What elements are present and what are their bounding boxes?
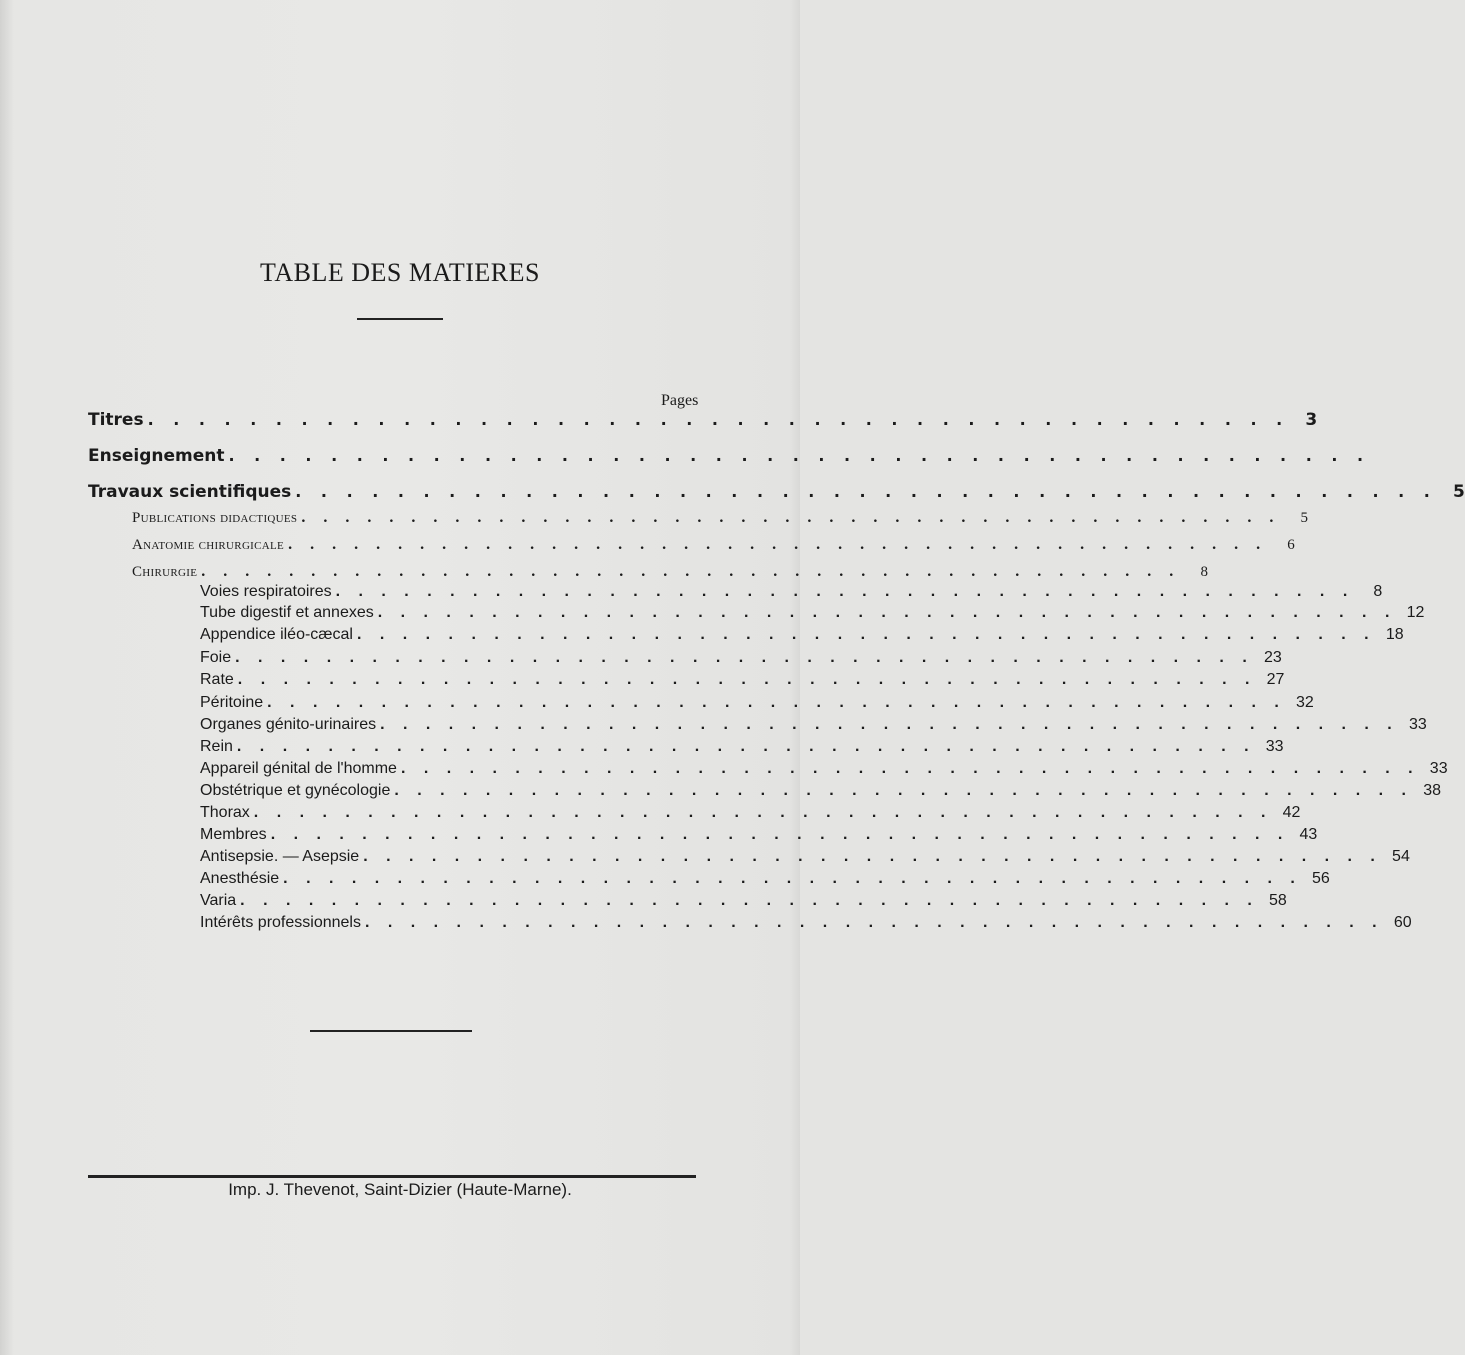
toc-entry-label: Obstétrique et gynécologie (200, 782, 391, 799)
dot-leader: . . . . . . . . . . . . . . . . . . . . . . . . . . . . . . . . . . . . . . . . . . . . . (237, 671, 1257, 688)
toc-entry (200, 870, 1330, 888)
toc-entry (200, 716, 1427, 734)
toc-entry-page: 43 (1299, 826, 1318, 843)
dot-leader: . . . . . . . . . . . . . . . . . . . . . . . . . . . . . . . . . . . . . . . . . . . . . (270, 826, 1290, 843)
toc-entry-label: Thorax (200, 804, 250, 821)
page-title: TABLE DES MATIERES (260, 258, 540, 287)
dot-leader: . . . . . . . . . . . . . . . . . . . . . . . . . . . . . . . . . . . . . . . . . . . . . (147, 410, 1290, 429)
toc-entry (200, 892, 1287, 910)
dot-leader: . . . . . . . . . . . . . . . . . . . . . . . . . . . . . . . . . . . . . . . . . . . . . (377, 604, 1397, 621)
toc-entry (200, 782, 1441, 800)
toc-entry (132, 536, 1296, 554)
toc-entry (88, 446, 1371, 466)
dot-leader: . . . . . . . . . . . . . . . . . . . . . . . . . . . . . . . . . . . . . . . . . . . . . (288, 536, 1268, 553)
toc-entry (200, 604, 1425, 622)
dot-leader: . . . . . . . . . . . . . . . . . . . . . . . . . . . . . . . . . . . . . . . . . . . . . (236, 738, 1256, 755)
toc-entry-label: Péritoine (200, 694, 264, 711)
dot-leader: . . . . . . . . . . . . . . . . . . . . . . . . . . . . . . . . . . . . . . . . . . . . . (201, 563, 1181, 580)
toc-entry-page: 33 (1265, 738, 1284, 755)
toc-entry (132, 509, 1309, 527)
toc-entry-label: Intérêts professionnels (200, 914, 361, 931)
toc-entry-page: 27 (1266, 671, 1285, 688)
toc-entry-page: 60 (1393, 914, 1412, 931)
toc-entry-page: 5 (1300, 510, 1309, 526)
toc-entry-label: Anesthésie (200, 870, 280, 887)
toc-entry-label: Voies respiratoires (200, 583, 332, 600)
toc-entry-page: 58 (1269, 892, 1287, 909)
toc-entry (132, 563, 1209, 581)
toc-entry-label: Foie (200, 649, 232, 666)
dot-leader: . . . . . . . . . . . . . . . . . . . . . . . . . . . . . . . . . . . . . . . . . . . . . (253, 804, 1273, 821)
toc-entry-label: Publications didactiques (132, 510, 298, 526)
dot-leader: . . . . . . . . . . . . . . . . . . . . . . . . . . . . . . . . . . . . . . . . . . . . . (283, 870, 1302, 887)
toc-entry-label: Organes génito-urinaires (200, 716, 377, 733)
dot-leader: . . . . . . . . . . . . . . . . . . . . . . . . . . . . . . . . . . . . . . . . . . . . . (335, 583, 1355, 600)
toc-entry (88, 482, 1465, 502)
dot-leader: . . . . . . . . . . . . . . . . . . . . . . . . . . . . . . . . . . . . . . . . . . . . . (380, 716, 1399, 733)
section-divider (310, 1030, 472, 1032)
toc-entry-page: 12 (1406, 604, 1425, 621)
toc-entry-page: 23 (1263, 649, 1282, 666)
toc-entry-label: Rate (200, 671, 234, 688)
toc-entry-label: Membres (200, 826, 267, 843)
toc-entry-page: 54 (1392, 848, 1410, 865)
toc-entry (200, 626, 1404, 644)
toc-entry-page: 33 (1408, 716, 1427, 733)
toc-entry-page: 6 (1287, 537, 1296, 553)
toc-entry-page: 56 (1312, 870, 1330, 887)
toc-entry-page: 33 (1429, 760, 1448, 777)
toc-entry-label: Chirurgie (132, 564, 198, 580)
dot-leader: . . . . . . . . . . . . . . . . . . . . . . . . . . . . . . . . . . . . . . . . . . . . . (400, 760, 1420, 777)
dot-leader: . . . . . . . . . . . . . . . . . . . . . . . . . . . . . . . . . . . . . . . . . . . . . (394, 782, 1413, 799)
toc-entry-page: 38 (1423, 782, 1441, 799)
dot-leader: . . . . . . . . . . . . . . . . . . . . . . . . . . . . . . . . . . . . . . . . . . . . . (240, 892, 1259, 909)
toc-entry-page: 32 (1296, 694, 1314, 711)
toc-entry-page: 8 (1200, 564, 1209, 580)
dot-leader: . . . . . . . . . . . . . . . . . . . . . . . . . . . . . . . . . . . . . . . . . . . . . (235, 649, 1254, 666)
toc-entry-label: Travaux scientifiques (88, 482, 292, 502)
title-divider (357, 318, 443, 320)
toc-entry-label: Appareil génital de l'homme (200, 760, 397, 777)
toc-entry-label: Rein (200, 738, 233, 755)
toc-entry (200, 848, 1410, 866)
toc-entry-label: Appendice iléo-cæcal (200, 626, 353, 643)
toc-entry-label: Varia (200, 892, 237, 909)
toc-entry-page: 5 (1453, 482, 1465, 502)
toc-entry (200, 804, 1301, 822)
toc-entry-page: 42 (1282, 804, 1301, 821)
toc-entry (88, 410, 1318, 430)
dot-leader: . . . . . . . . . . . . . . . . . . . . . . . . . . . . . . . . . . . . . . . . . . . . . (228, 446, 1371, 465)
toc-entry-label: Tube digestif et annexes (200, 604, 374, 621)
toc-entry (200, 583, 1383, 601)
toc-entry-label: Antisepsie. — Asepsie (200, 848, 360, 865)
toc-entry (200, 914, 1412, 932)
toc-entry (200, 738, 1284, 756)
pages-column-header: Pages (661, 392, 699, 409)
dot-leader: . . . . . . . . . . . . . . . . . . . . . . . . . . . . . . . . . . . . . . . . . . . . . (295, 482, 1437, 501)
footer-rule (88, 1175, 696, 1178)
dot-leader: . . . . . . . . . . . . . . . . . . . . . . . . . . . . . . . . . . . . . . . . . . . . . (363, 848, 1382, 865)
toc-entry (200, 826, 1318, 844)
dot-leader: . . . . . . . . . . . . . . . . . . . . . . . . . . . . . . . . . . . . . . . . . . . . . (301, 509, 1281, 526)
dot-leader: . . . . . . . . . . . . . . . . . . . . . . . . . . . . . . . . . . . . . . . . . . . . . (364, 914, 1384, 931)
dot-leader: . . . . . . . . . . . . . . . . . . . . . . . . . . . . . . . . . . . . . . . . . . . . . (267, 694, 1286, 711)
toc-entry-label: Titres (88, 410, 144, 430)
toc-entry-page: 8 (1373, 583, 1383, 600)
toc-entry-page: 18 (1385, 626, 1404, 643)
toc-entry (200, 694, 1314, 712)
toc-entry (200, 760, 1448, 778)
toc-entry (200, 649, 1282, 667)
printer-imprint: Imp. J. Thevenot, Saint-Dizier (Haute-Marne). (228, 1180, 572, 1199)
dot-leader: . . . . . . . . . . . . . . . . . . . . . . . . . . . . . . . . . . . . . . . . . . . . . (356, 626, 1376, 643)
toc-entry-label: Enseignement (88, 446, 225, 466)
toc-entry (200, 671, 1285, 689)
toc-entry-page: 3 (1305, 410, 1318, 430)
toc-entry-label: Anatomie chirurgicale (132, 537, 285, 553)
